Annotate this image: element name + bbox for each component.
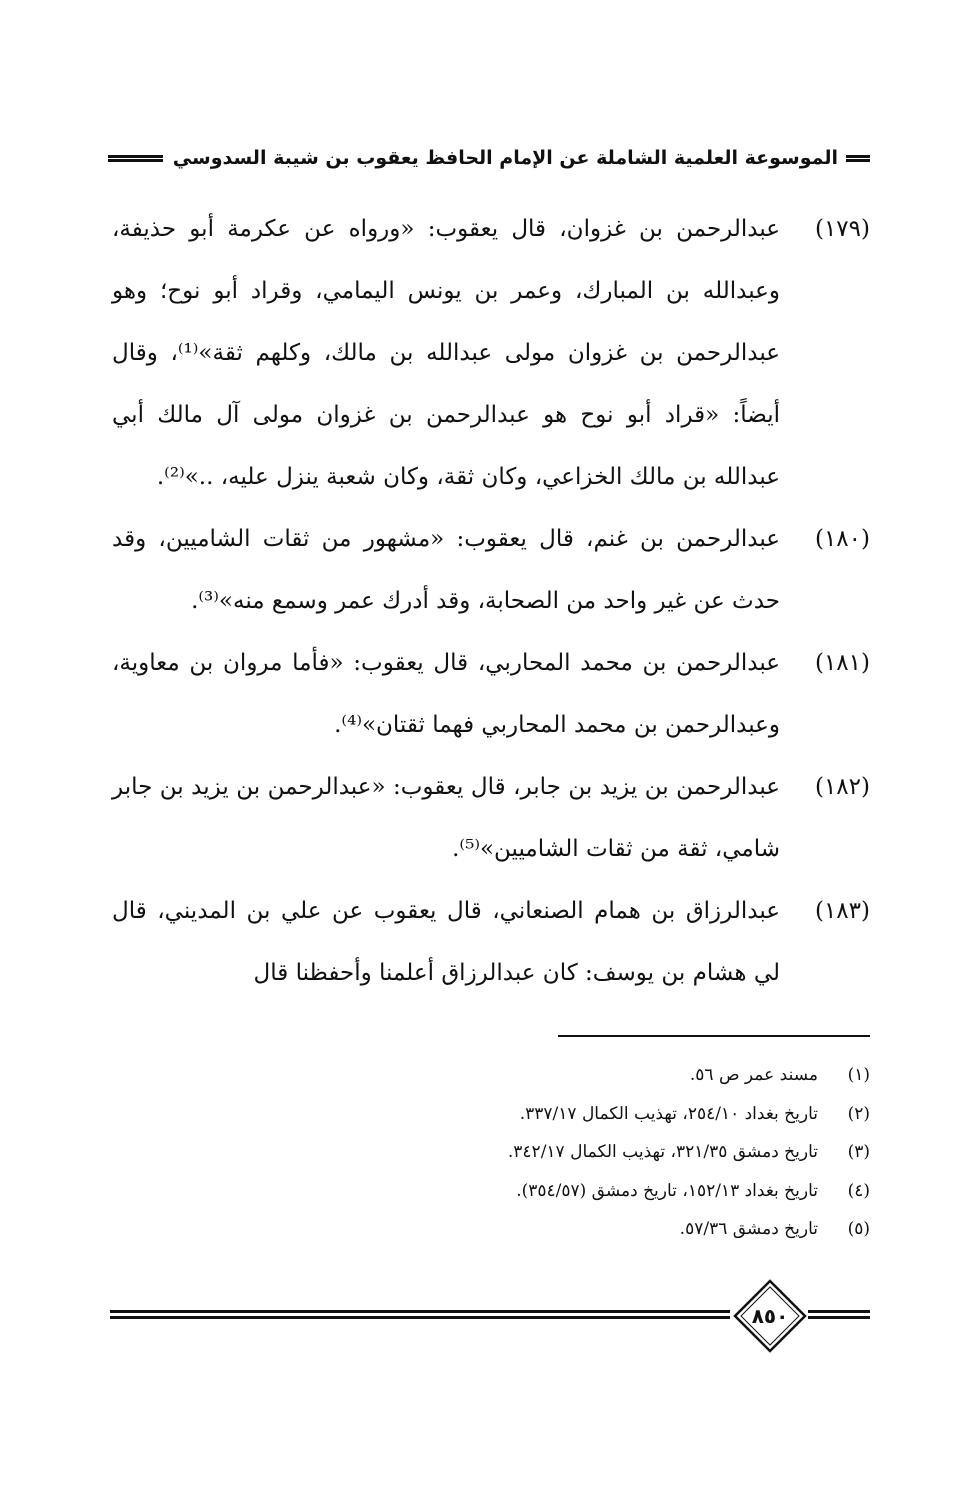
entry-number: (١٨٠) (814, 526, 870, 552)
entry-183 (112, 880, 870, 1004)
footnote-text: تاريخ بغداد ٢٥٤/١٠، تهذيب الكمال ٣٣٧/١٧. (519, 1103, 818, 1124)
entry-number: (١٧٩) (814, 216, 870, 242)
main-text (112, 198, 870, 1004)
footnote-4 (112, 1172, 870, 1211)
footnote-number: (٢) (847, 1103, 870, 1124)
footer-rule-left (110, 1310, 730, 1319)
entry-text: عبدالرحمن بن محمد المحاربي، قال يعقوب: «فأما مروان بن معاوية، وعبدالرحمن بن محمد المحاربي فهما ثقتان»⁽⁴⁾. (112, 650, 780, 738)
entry-181 (112, 632, 870, 756)
footnote-number: (٤) (847, 1180, 870, 1201)
header-rule-right (846, 155, 870, 162)
entry-180 (112, 508, 870, 632)
footnote-text: مسند عمر ص ٥٦. (689, 1065, 818, 1085)
footnote-2 (112, 1095, 870, 1134)
footnote-number: (١) (847, 1065, 870, 1085)
running-header (108, 140, 870, 176)
footnote-separator (558, 1035, 870, 1037)
entry-number: (١٨١) (814, 650, 870, 676)
footnote-3 (112, 1133, 870, 1172)
entry-number: (١٨٣) (814, 898, 870, 924)
footnote-1 (112, 1056, 870, 1095)
page-number: ٨٥٠ (751, 1304, 789, 1328)
entry-182 (112, 756, 870, 880)
footnote-5 (112, 1210, 870, 1249)
footnote-text: تاريخ بغداد ١٥٢/١٣، تاريخ دمشق (٣٥٤/٥٧). (516, 1180, 818, 1201)
entry-text: عبدالرزاق بن همام الصنعاني، قال يعقوب عن علي بن المديني، قال لي هشام بن يوسف: كان عبدالرزاق أعلمنا وأحفظنا قال (112, 898, 780, 986)
header-rule-left (108, 155, 163, 162)
entry-text: عبدالرحمن بن غنم، قال يعقوب: «مشهور من ثقات الشاميين، وقد حدث عن غير واحد من الصحابة، وقد أدرك عمر وسمع منه»⁽³⁾. (112, 526, 780, 614)
entry-text: عبدالرحمن بن يزيد بن جابر، قال يعقوب: «عبدالرحمن بن يزيد بن جابر شامي، ثقة من ثقات الشاميين»⁽⁵⁾. (112, 774, 780, 862)
entry-number: (١٨٢) (814, 774, 870, 800)
footnote-text: تاريخ دمشق ٥٧/٣٦. (679, 1219, 818, 1239)
footnote-number: (٣) (847, 1142, 870, 1162)
footer-rule-right (808, 1310, 870, 1319)
footnote-text: تاريخ دمشق ٣٢١/٣٥، تهذيب الكمال ٣٤٢/١٧. (507, 1142, 818, 1162)
footnotes (112, 1056, 870, 1249)
footnote-number: (٥) (847, 1219, 870, 1239)
entry-179 (112, 198, 870, 508)
entry-text: عبدالرحمن بن غزوان، قال يعقوب: «ورواه عن عكرمة أبو حذيفة، وعبدالله بن المبارك، وعمر بن يونس اليمامي، وقراد أبو نوح؛ وهو عبدالرحمن بن غزوان مولى عبدالله بن مالك، وكلهم ثقة»⁽¹⁾، وقال أيضاً: «قراد أبو نوح هو عبدالرحمن بن غزوان مولى آل مالك أبي عبدالله بن مالك الخزاعي، وكان ثقة، وكان شعبة ينزل عليه، ..»⁽²⁾. (112, 216, 780, 490)
header-title: الموسوعة العلمية الشاملة عن الإمام الحافظ يعقوب بن شيبة السدوسي (172, 147, 838, 169)
